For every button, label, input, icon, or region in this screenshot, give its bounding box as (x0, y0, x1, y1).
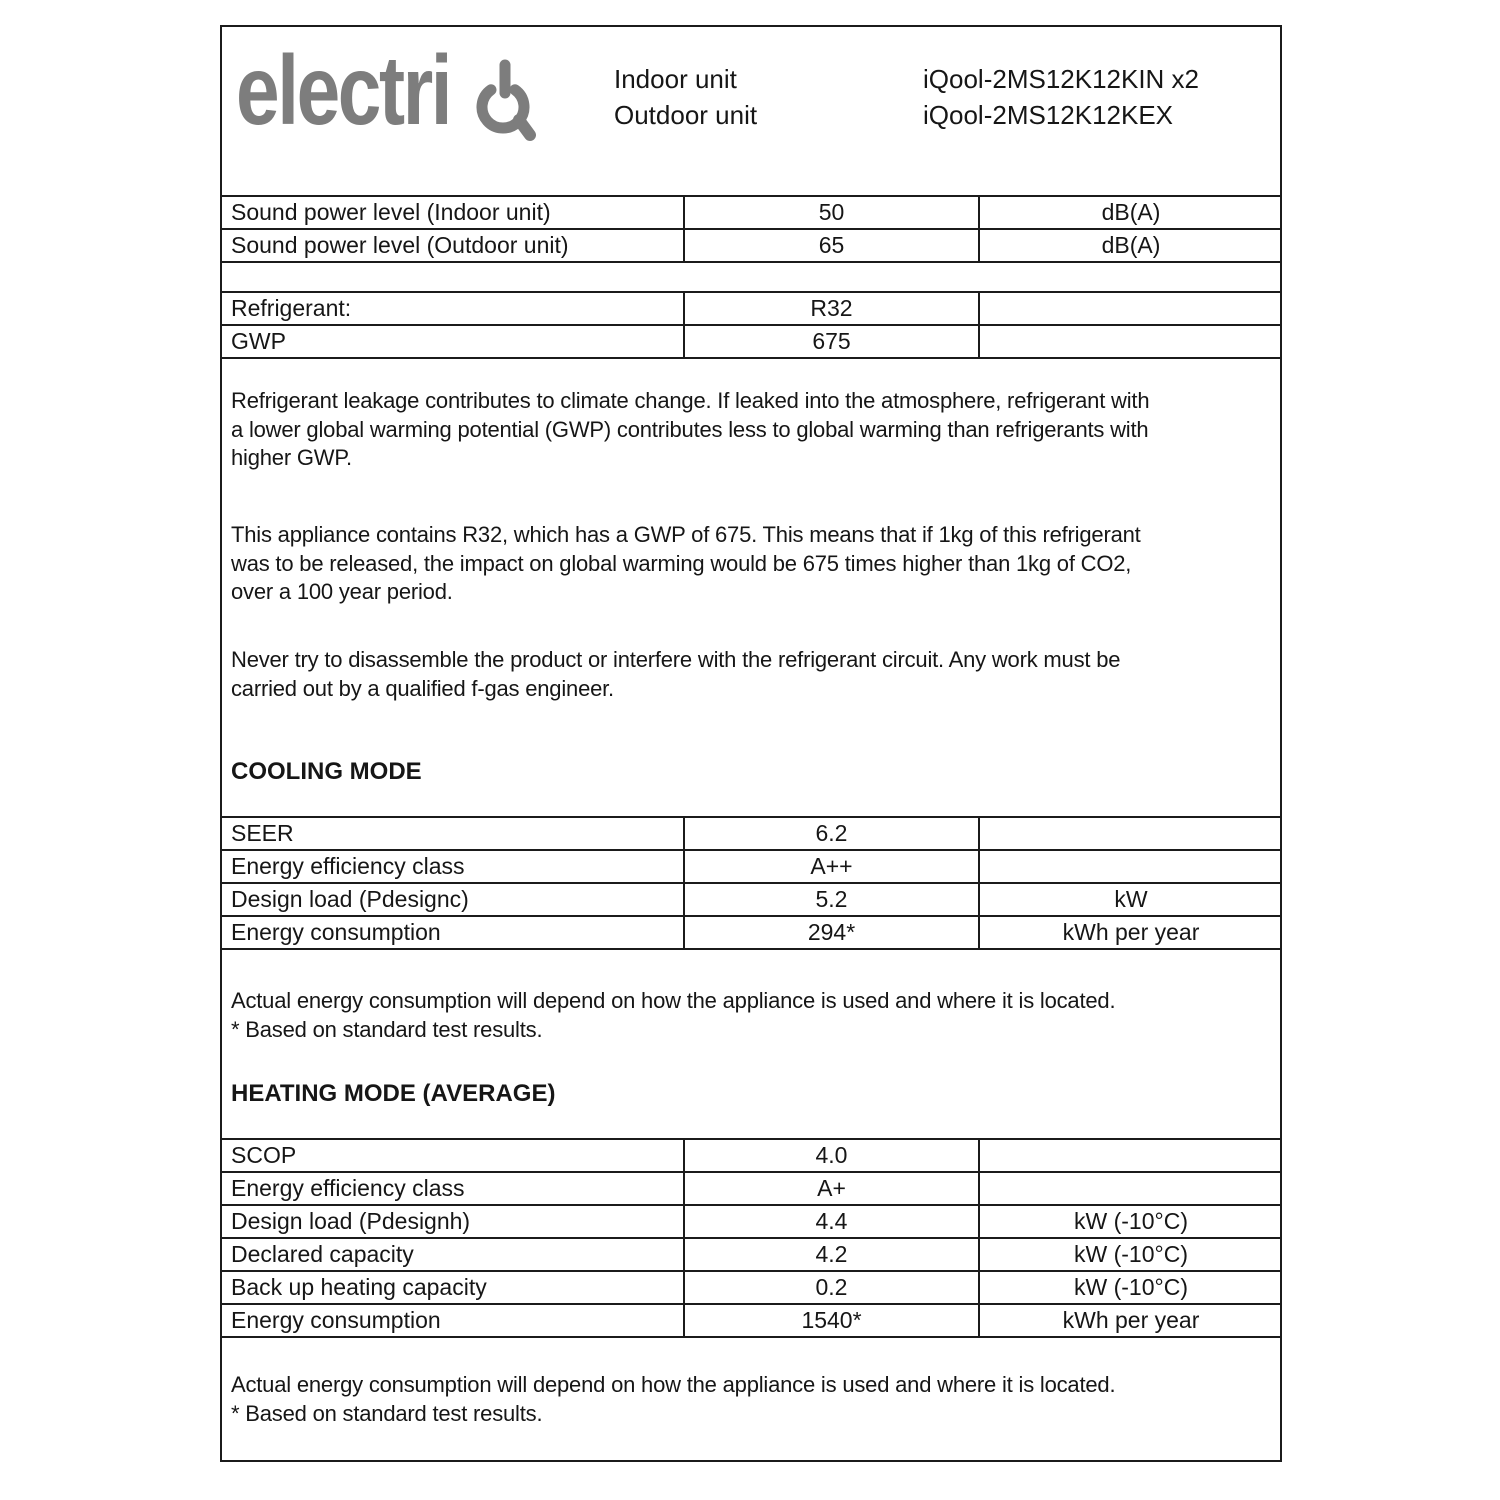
note-line: * Based on standard test results. (231, 1016, 543, 1042)
note-line: * Based on standard test results. (231, 1400, 543, 1426)
spec-label: Energy consumption (221, 1304, 684, 1337)
spec-label: Back up heating capacity (221, 1271, 684, 1304)
table-row (221, 916, 1282, 949)
paragraph-line: a lower global warming potential (GWP) contributes less to global warming than refrigerants with (231, 416, 1149, 442)
paragraph-line: Never try to disassemble the product or interfere with the refrigerant circuit. Any work must be (231, 647, 1121, 672)
cooling-note (231, 987, 1275, 1044)
spec-label: Energy consumption (221, 916, 684, 949)
spec-unit: dB(A) (979, 196, 1282, 229)
spec-label: Sound power level (Outdoor unit) (221, 229, 684, 262)
r32-info-paragraph (231, 521, 1275, 607)
table-row (221, 292, 1282, 325)
spec-value: 4.2 (684, 1238, 979, 1271)
table-row (221, 196, 1282, 229)
warning-paragraph (231, 646, 1275, 703)
spec-value: 1540* (684, 1304, 979, 1337)
spec-unit (979, 325, 1282, 358)
sound-power-table (220, 195, 1282, 263)
indoor-unit-label: Indoor unit (614, 64, 737, 94)
spec-value: 4.0 (684, 1139, 979, 1172)
spec-value: 0.2 (684, 1271, 979, 1304)
table-row (221, 883, 1282, 916)
table-row (221, 850, 1282, 883)
table-row (221, 1304, 1282, 1337)
spec-unit: dB(A) (979, 229, 1282, 262)
spec-unit (979, 292, 1282, 325)
outdoor-unit-label: Outdoor unit (614, 100, 758, 130)
spec-value: 294* (684, 916, 979, 949)
spec-value: 50 (684, 196, 979, 229)
note-line: Actual energy consumption will depend on how the appliance is used and where it is located. (231, 988, 1116, 1013)
spec-label: Sound power level (Indoor unit) (221, 196, 684, 229)
paragraph-line: over a 100 year period. (231, 579, 453, 604)
spec-label: Refrigerant: (221, 292, 684, 325)
table-row (221, 1172, 1282, 1205)
table-row (221, 229, 1282, 262)
paragraph-line: carried out by a qualified f-gas engineer. (231, 675, 614, 701)
spec-label: Declared capacity (221, 1238, 684, 1271)
indoor-unit-model: iQool-2MS12K12KIN x2 (923, 64, 1200, 94)
table-row (221, 1205, 1282, 1238)
gwp-info-paragraph (231, 387, 1275, 473)
spec-sheet-document (220, 25, 1282, 1462)
heating-mode-table (220, 1138, 1282, 1338)
table-row (221, 1139, 1282, 1172)
logo-wordmark: electri (236, 35, 451, 145)
spec-unit: kWh per year (979, 916, 1282, 949)
spec-label: SEER (221, 817, 684, 850)
heating-mode-heading: HEATING MODE (AVERAGE) (231, 1080, 556, 1107)
cooling-mode-heading: COOLING MODE (231, 758, 422, 785)
table-row (221, 1271, 1282, 1304)
paragraph-line: was to be released, the impact on global warming would be 675 times higher than 1kg of CO2, (231, 550, 1132, 576)
spec-unit (979, 1139, 1282, 1172)
heating-note (231, 1371, 1275, 1428)
spec-unit: kW (-10°C) (979, 1271, 1282, 1304)
spec-unit: kW (979, 883, 1282, 916)
spec-label: SCOP (221, 1139, 684, 1172)
spec-unit: kWh per year (979, 1304, 1282, 1337)
refrigerant-table (220, 291, 1282, 359)
spec-label: Energy efficiency class (221, 850, 684, 883)
spec-value: R32 (684, 292, 979, 325)
paragraph-line: Refrigerant leakage contributes to climate change. If leaked into the atmosphere, refrigerant with (231, 388, 1150, 413)
spec-value: 4.4 (684, 1205, 979, 1238)
spec-unit (979, 817, 1282, 850)
spec-unit: kW (-10°C) (979, 1238, 1282, 1271)
spec-unit (979, 850, 1282, 883)
power-button-icon (474, 57, 536, 147)
spec-value: A+ (684, 1172, 979, 1205)
cooling-mode-table (220, 816, 1282, 950)
spec-value: 6.2 (684, 817, 979, 850)
outdoor-unit-model: iQool-2MS12K12KEX (923, 100, 1174, 130)
table-row (221, 1238, 1282, 1271)
table-row (221, 817, 1282, 850)
spec-value: 675 (684, 325, 979, 358)
spec-unit (979, 1172, 1282, 1205)
spec-label: Design load (Pdesignh) (221, 1205, 684, 1238)
table-row (221, 325, 1282, 358)
spec-value: 5.2 (684, 883, 979, 916)
paragraph-line: higher GWP. (231, 445, 352, 470)
spec-label: Design load (Pdesignc) (221, 883, 684, 916)
spec-unit: kW (-10°C) (979, 1205, 1282, 1238)
spec-value: 65 (684, 229, 979, 262)
note-line: Actual energy consumption will depend on how the appliance is used and where it is located. (231, 1372, 1116, 1397)
electriq-logo (236, 35, 504, 155)
spec-value: A++ (684, 850, 979, 883)
spec-label: Energy efficiency class (221, 1172, 684, 1205)
paragraph-line: This appliance contains R32, which has a GWP of 675. This means that if 1kg of this refrigerant (231, 522, 1141, 547)
spec-label: GWP (221, 325, 684, 358)
